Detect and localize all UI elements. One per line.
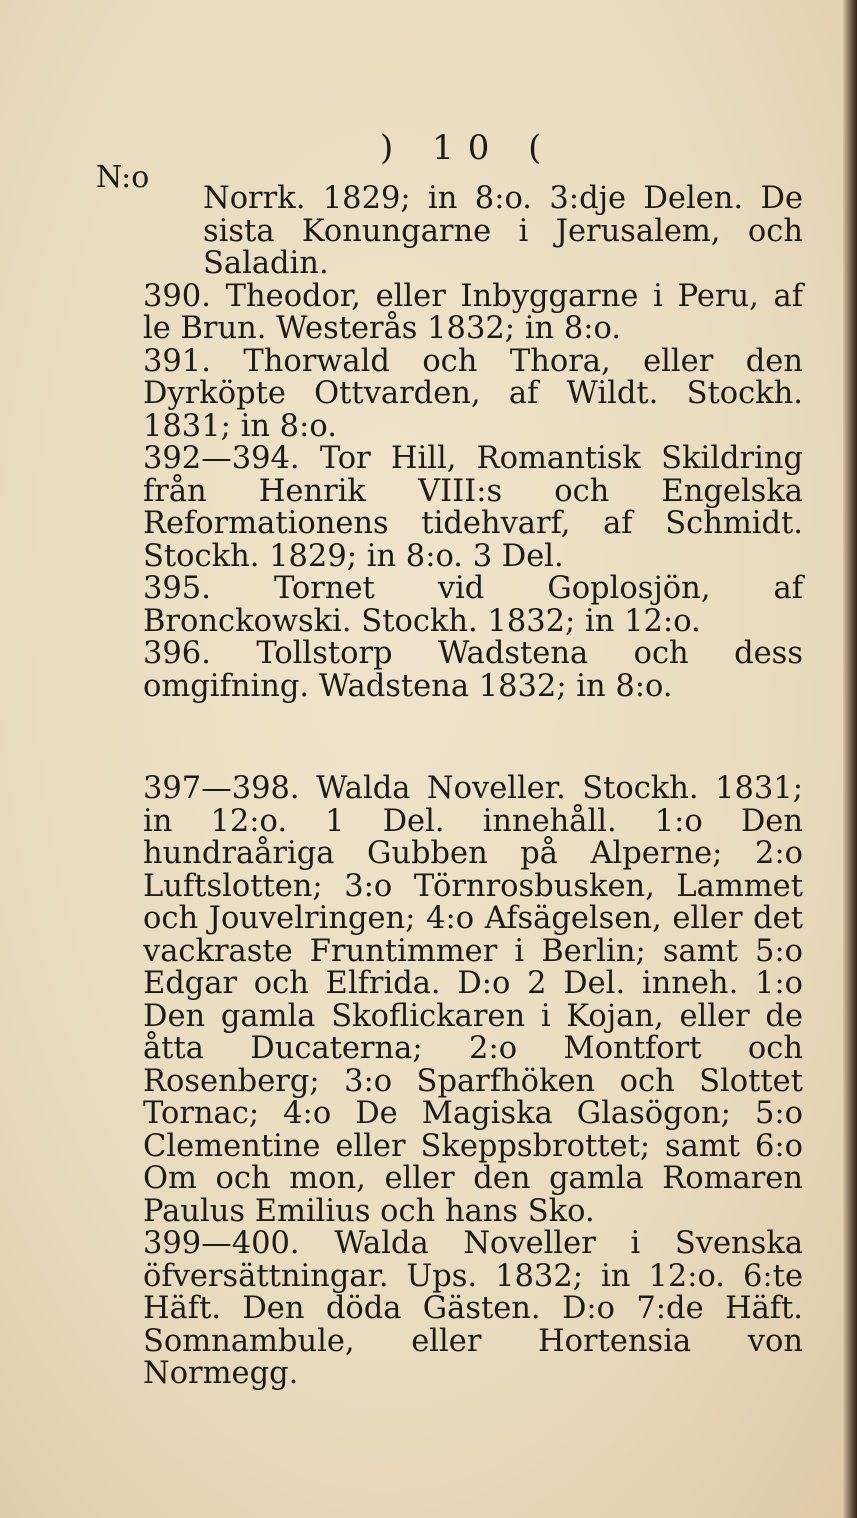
entry-text bbox=[143, 1228, 803, 1391]
entry-body: Tollstorp Wadstena och dess omgifning. Wadstena 1832; in 8:o. bbox=[143, 636, 803, 704]
catalog-entry bbox=[83, 278, 803, 346]
entry-number: 395. bbox=[143, 571, 211, 606]
entry-body: Tornet vid Goplosjön, af Bronckowski. Stockh. 1832; in 12:o. bbox=[143, 571, 803, 639]
entry-number: 390. bbox=[143, 278, 211, 314]
entry-body: Walda Noveller i Svenska öfversättningar. Ups. 1832; in 12:o. 6:te Häft. Den döda Gästen. D:o 7:de Häft. Somnambule, eller Hortensia von Normegg. bbox=[143, 1226, 803, 1391]
page-number: ) 10 ( bbox=[380, 128, 556, 168]
catalog-entry bbox=[83, 443, 803, 573]
entry-text bbox=[143, 773, 803, 1228]
entry-text bbox=[143, 278, 803, 346]
entry-number: 392—394. bbox=[143, 441, 300, 476]
entry-body: Walda Noveller. Stockh. 1831; in 12:o. 1 Del. innehåll. 1:o Den hundraåriga Gubben på Alperne; 2:o Luftslotten; 3:o Törnrosbusken, Lammet och Jouvelringen; 4:o Afsägelsen, eller det vackraste Fruntimmer i Berlin; samt 5:o Edgar och Elfrida. D:o 2 Del. inneh. 1:o Den gamla Skoflickaren i Kojan, eller de åtta Ducaterna; 2:o Montfort och Rosenberg; 3:o Sparfhöken och Slottet Tornac; 4:o De Magiska Glasögon; 5:o Clementine eller Skeppsbrottet; samt 6:o Om och mon, eller den gamla Romaren Paulus Emilius och hans Sko. bbox=[143, 771, 803, 1229]
entry-number: 396. bbox=[143, 636, 211, 671]
catalog-entry bbox=[143, 183, 803, 281]
catalog-entry bbox=[83, 773, 803, 1228]
catalog-entry bbox=[83, 343, 803, 444]
entry-text bbox=[143, 443, 803, 573]
entry-text bbox=[143, 638, 803, 703]
page-edge bbox=[843, 0, 857, 1518]
entry-number: 397—398. bbox=[143, 771, 300, 806]
entry-text bbox=[143, 343, 803, 444]
catalog-entry bbox=[83, 573, 803, 638]
entry-body: Theodor, eller Inbyggarne i Peru, af le Brun. Westerås 1832; in 8:o. bbox=[143, 278, 803, 346]
catalog-entry bbox=[83, 638, 803, 703]
entry-text bbox=[143, 573, 803, 638]
catalog-entries bbox=[143, 183, 803, 1391]
entry-text: Norrk. 1829; in 8:o. 3:dje Delen. De sista Konungarne i Jerusalem, och Saladin. bbox=[203, 181, 803, 281]
entry-number: 399—400. bbox=[143, 1226, 300, 1261]
catalog-entry bbox=[83, 1228, 803, 1391]
entry-body: Thorwald och Thora, eller den Dyrköpte Ottvarden, af Wildt. Stockh. 1831; in 8:o. bbox=[143, 343, 803, 444]
entry-number: 391. bbox=[143, 343, 211, 379]
number-column-label: N:o bbox=[96, 160, 150, 195]
entry-body: Tor Hill, Romantisk Skildring från Henrik VIII:s och Engelska Reformationens tidehvarf, af Schmidt. Stockh. 1829; in 8:o. 3 Del. bbox=[143, 441, 803, 574]
section-gap bbox=[143, 703, 803, 773]
